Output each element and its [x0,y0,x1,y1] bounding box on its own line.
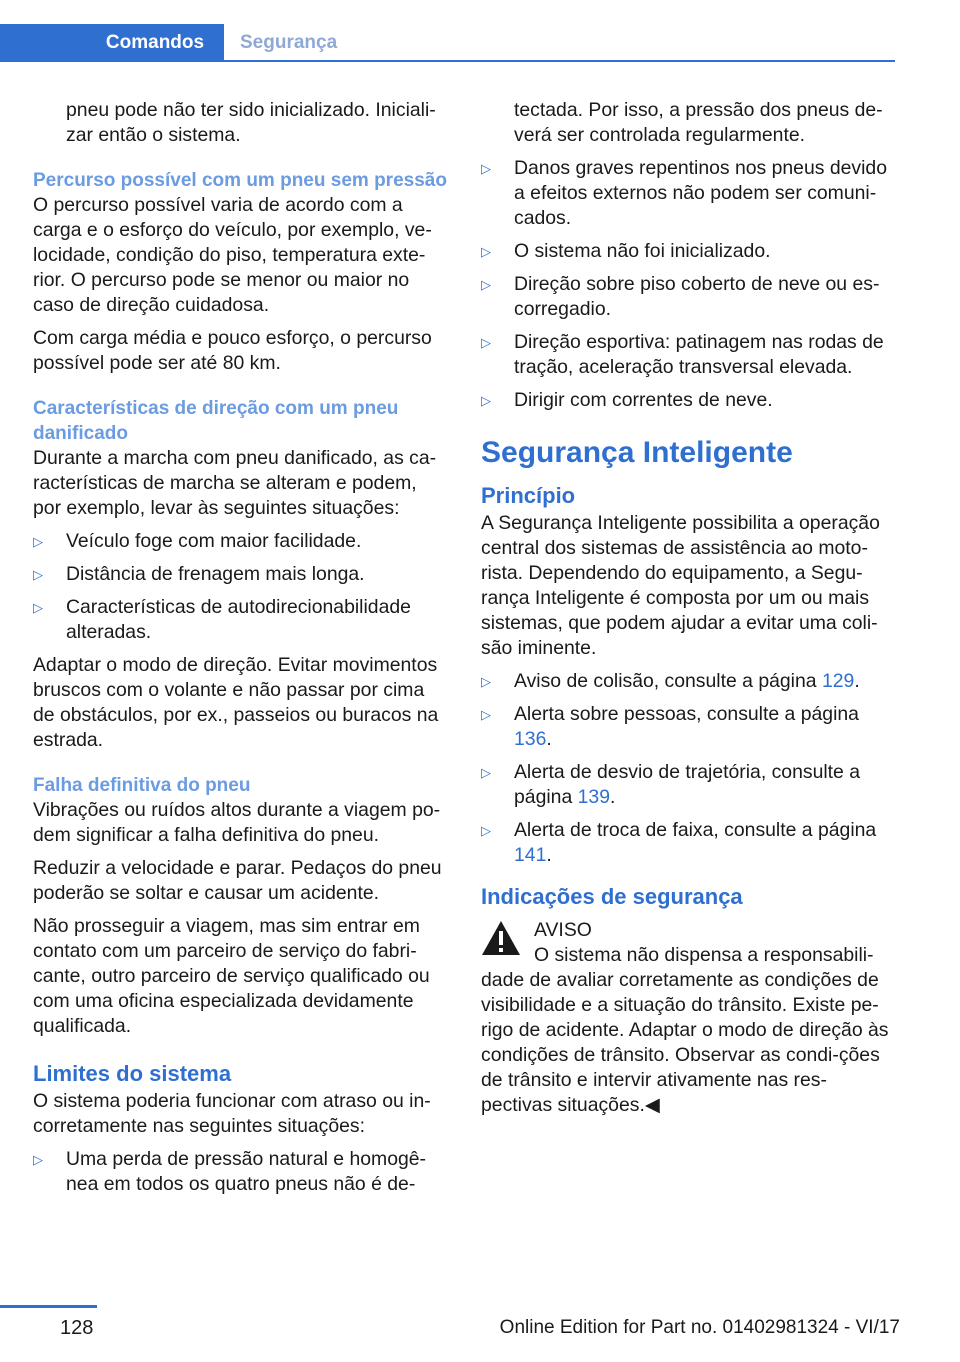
list-limites [481,156,897,413]
page-link-141[interactable]: 141 [514,844,547,866]
bullet-icon: ▷ [481,823,491,838]
paragraph-percurso-2: Com carga média e pouco esforço, o percurso possível pode ser até 80 km. [33,327,432,374]
heading-seguranca-inteligente: Segurança Inteligente [481,436,793,469]
warning-block [481,918,897,1118]
edition-note: Online Edition for Part no. 01402981324 - VI/17 [499,1317,900,1338]
warning-text: dade de avaliar corretamente as condições de visibilidade e a situação do trânsito. Existe pe‐rigo de acidente. Adaptar o modo de direção às condições de trânsito. Observar as condi‐ções de trânsito e intervir ativamente nas res‐pectivas situações.◀ [481,969,889,1116]
heading-limites: Limites do sistema [33,1061,232,1086]
right-column [481,98,897,1126]
list-item-text: Danos graves repentinos nos pneus devido a efeitos externos não podem ser comuni‐cados. [514,157,887,229]
bullet-icon: ▷ [33,600,43,615]
bullet-icon: ▷ [481,277,491,292]
list-item-text: Uma perda de pressão natural e homogê‐nea em todos os quatro pneus não é de‐ [66,1148,427,1195]
list-item-text: Direção esportiva: patinagem nas rodas de tração, aceleração transversal elevada. [514,331,884,378]
heading-falha: Falha definitiva do pneu [33,775,251,796]
list-item [481,669,897,694]
list-item [481,239,897,264]
list-item-text: O sistema não foi inicializado. [514,240,771,262]
list-item-text: Alerta de desvio de trajetória, consulte a página [514,761,861,808]
list-item-text: Dirigir com correntes de neve. [514,389,773,411]
list-item [33,595,448,645]
paragraph-falha-3: Não prosseguir a viagem, mas sim entrar em contato com um parceiro de serviço do fabri‐cante, outro parceiro de serviço qualificado ou com uma oficina especializada devidamente qualificada. [33,915,430,1037]
tab-underline [0,60,895,62]
list-item [481,272,897,322]
continued-text: tectada. Por isso, a pressão dos pneus de‐verá ser controlada regularmente. [514,99,883,146]
list-item [33,1147,448,1197]
warning-lead: O sistema não dispensa a responsabili‐ [534,944,874,966]
list-item [481,818,897,868]
list-item-text: Aviso de colisão, consulte a página [514,670,822,692]
heading-caracteristicas: Características de direção com um pneu danificado [33,398,399,444]
bullet-icon: ▷ [481,161,491,176]
list-item-end: . [546,728,552,750]
bullet-icon: ▷ [481,707,491,722]
bullet-icon: ▷ [481,335,491,350]
list-limites-start [33,1147,448,1197]
list-item-end: . [854,670,860,692]
list-item-text: Veículo foge com maior facilidade. [66,530,362,552]
tab-seguranca[interactable]: Segurança [240,32,338,53]
page-number: 128 [60,1317,94,1339]
bullet-icon: ▷ [481,244,491,259]
list-item [33,562,448,587]
warning-triangle-icon [481,920,521,956]
page-link-136[interactable]: 136 [514,728,547,750]
paragraph-falha-1: Vibrações ou ruídos altos durante a viagem po‐dem significar a falha definitiva do pneu. [33,799,441,846]
list-caracteristicas [33,529,448,645]
bullet-icon: ▷ [33,567,43,582]
list-item [481,156,897,231]
list-item [481,702,897,752]
list-item-text: Distância de frenagem mais longa. [66,563,365,585]
bullet-icon: ▷ [481,393,491,408]
list-referencias [481,669,897,868]
paragraph-caracteristicas: Durante a marcha com pneu danificado, as ca‐racterísticas de marcha se alteram e podem, por exemplo, levar às seguintes situações: [33,447,437,519]
list-item-end: . [609,786,616,808]
left-column [33,98,448,1205]
intro-paragraph: pneu pode não ter sido inicializado. Iniciali‐zar então o sistema. [66,99,436,146]
heading-principio: Princípio [481,483,576,508]
bullet-icon: ▷ [33,534,43,549]
paragraph-adaptar: Adaptar o modo de direção. Evitar movimentos bruscos com o volante e não passar por cima de obstáculos, por ex., passeios ou buracos na estrada. [33,654,439,751]
list-item [481,330,897,380]
footer-rule [0,1305,97,1308]
bullet-icon: ▷ [481,765,491,780]
list-item-text: Alerta de troca de faixa, consulte a página [514,819,877,841]
page-link-129[interactable]: 129 [821,670,855,692]
list-item [481,760,897,810]
bullet-icon: ▷ [33,1152,43,1167]
list-item-text: Direção sobre piso coberto de neve ou es‐corregadio. [514,273,880,320]
page-link-139[interactable]: 139 [577,786,610,808]
list-item [33,529,448,554]
warning-title: AVISO [534,919,592,941]
heading-percurso: Percurso possível com um pneu sem pressão [33,170,447,191]
heading-indicacoes: Indicações de segurança [481,884,743,909]
paragraph-falha-2: Reduzir a velocidade e parar. Pedaços do pneu poderão se soltar e causar um acidente. [33,857,442,904]
tab-comandos[interactable]: Comandos [0,24,224,62]
bullet-icon: ▷ [481,674,491,689]
list-item-text: Alerta sobre pessoas, consulte a página [514,703,859,725]
paragraph-percurso-1: O percurso possível varia de acordo com a carga e o esforço do veículo, por exemplo, ve‐locidade, condição do piso, temperatura exte‐rior. O percurso pode se menor ou maior no caso de direção cuidadosa. [33,194,432,316]
paragraph-principio: A Segurança Inteligente possibilita a operação central dos sistemas de assistência ao moto‐rista. Dependendo do equipamento, a Segu‐rança Inteligente é composta por um ou mais sistemas, que podem ajudar a evitar uma coli‐são iminente. [481,512,880,659]
list-item-text: Características de autodirecionabilidade alteradas. [66,596,411,643]
list-item-end: . [546,844,552,866]
list-item [481,388,897,413]
paragraph-limites: O sistema poderia funcionar com atraso ou in‐corretamente nas seguintes situações: [33,1090,431,1137]
